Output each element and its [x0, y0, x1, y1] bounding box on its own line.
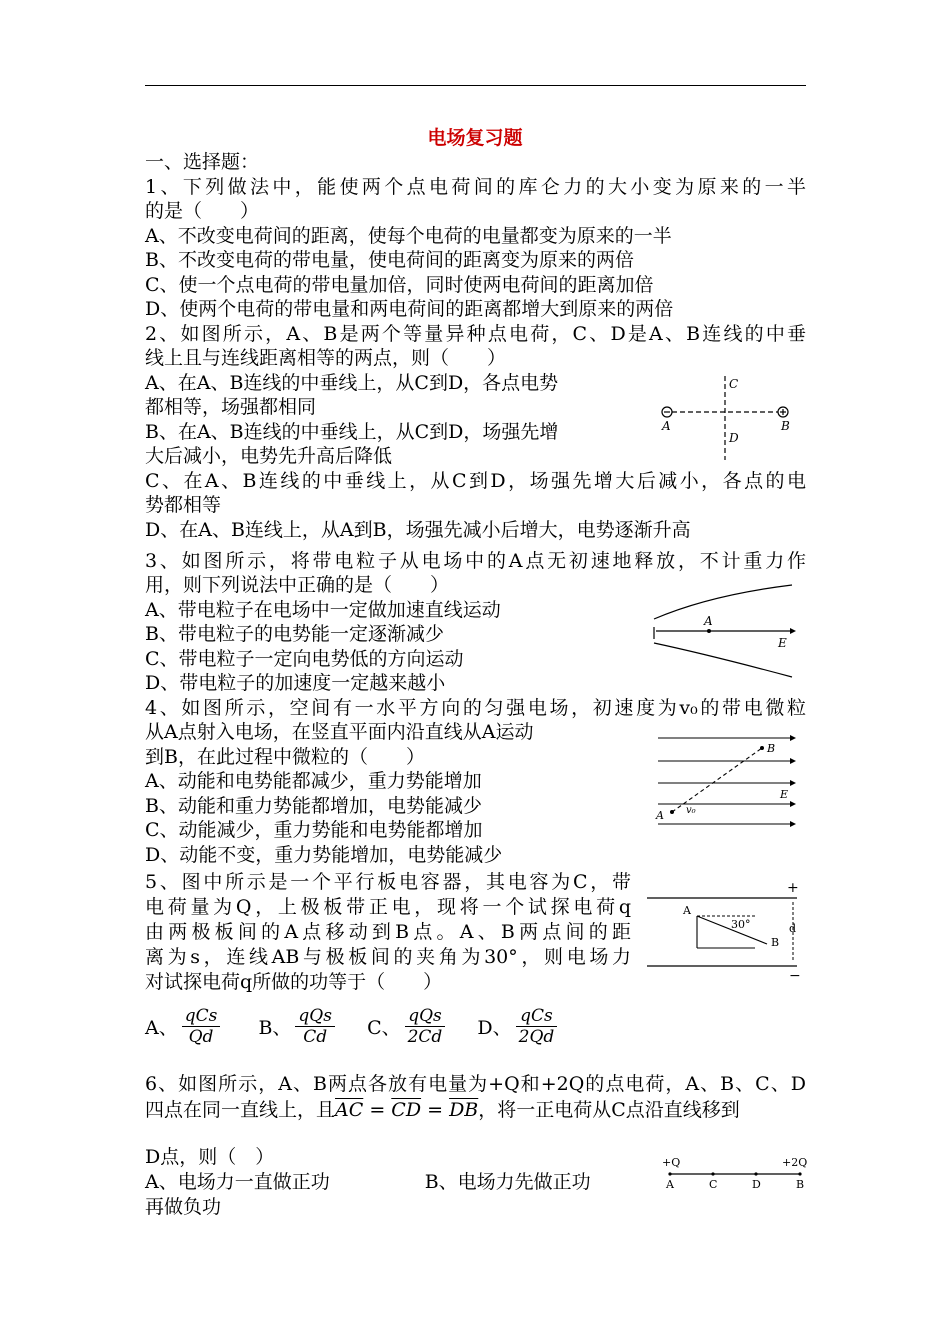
q6-eq2: =: [421, 1099, 450, 1121]
q2-option-b-line2: 大后减小，电势先升高后降低: [145, 445, 393, 467]
fig5-plus: +: [787, 880, 799, 896]
fig2-label-c: C: [729, 377, 739, 391]
q6-option-b-cont: 再做负功: [145, 1196, 222, 1218]
fig6-label-c: C: [709, 1178, 718, 1191]
fig4-label-a: A: [656, 809, 664, 822]
q2-option-d: D、在A、B连线上，从A到B，场强先减小后增大，电势逐渐升高: [145, 519, 691, 541]
q3-option-c: C、带电粒子一定向电势低的方向运动: [145, 648, 464, 670]
page-title: 电场复习题: [427, 127, 523, 149]
q5-option-c-num: qQs: [405, 1006, 446, 1027]
fig6-label-plusq: +Q: [662, 1156, 681, 1169]
q3-option-b: B、带电粒子的电势能一定逐渐减少: [145, 623, 444, 645]
fig2-label-a: A: [662, 419, 671, 433]
q5-stem-line1: 5、图中所示是一个平行板电容器，其电容为C，带: [145, 871, 631, 893]
q5-option-c-den: 2Cd: [407, 1027, 443, 1047]
fig5-minus: −: [789, 968, 801, 984]
q4-option-b: B、动能和重力势能都增加，电势能减少: [145, 795, 482, 817]
q5-option-c-label: C、: [367, 1017, 401, 1039]
q1-option-c: C、使一个点电荷的带电量加倍，同时使两电荷间的距离加倍: [145, 274, 654, 296]
fig5-label-b: B: [771, 936, 780, 949]
q4-option-c: C、动能减少，重力势能和电势能都增加: [145, 819, 483, 841]
q5-stem-line2: 电荷量为Q，上极板带正电，现将一个试探电荷q: [145, 896, 631, 918]
q2-figure: [650, 372, 800, 464]
q5-option-b-label: B、: [258, 1017, 292, 1039]
q5-option-a-num: qCs: [182, 1006, 221, 1027]
fig5-angle: 30°: [731, 918, 751, 931]
q5-option-a-fraction: [182, 1006, 221, 1047]
q4-stem-line1: 4、如图所示，空间有一水平方向的匀强电场，初速度为v₀的带电微粒: [145, 697, 806, 719]
q3-stem-line2: 用，则下列说法中正确的是（ ）: [145, 574, 450, 596]
fig3-label-e: E: [778, 636, 787, 650]
fig2-label-d: D: [729, 431, 739, 445]
q6-stem-line3: D点，则（ ）: [145, 1146, 275, 1168]
q6-segment-cd: $\overline{CD}$: [391, 1099, 422, 1121]
q6-line2-post: ，将一正电荷从C点沿直线移到: [478, 1099, 740, 1121]
q3-option-d: D、带电粒子的加速度一定越来越小: [145, 672, 446, 694]
fig2-label-b: B: [781, 419, 790, 433]
q4-option-d: D、动能不变，重力势能增加，电势能减少: [145, 844, 503, 866]
q5-stem-line3: 由两极板间的A点移动到B点。A、B两点间的距: [145, 921, 631, 943]
fig6-label-plus2q: +2Q: [782, 1156, 808, 1169]
q6-stem-line2: [145, 1098, 740, 1122]
q2-option-b-line1: B、在A、B连线的中垂线上，从C到D，场强先增: [145, 421, 559, 443]
q2-option-c-line1: C、在A、B连线的中垂线上，从C到D，场强先增大后减小，各点的电: [145, 470, 806, 492]
q5-option-b-fraction: [295, 1006, 335, 1047]
q1-option-b: B、不改变电荷的带电量，使电荷间的距离变为原来的两倍: [145, 249, 634, 271]
q6-eq1: =: [363, 1099, 392, 1121]
q6-figure: [660, 1152, 810, 1192]
q4-figure: [650, 728, 800, 828]
section-heading: 一、选择题：: [145, 151, 260, 173]
q5-option-b-den: Cd: [303, 1027, 328, 1047]
q2-stem-line1: 2、如图所示，A、B是两个等量异种点电荷，C、D是A、B连线的中垂: [145, 323, 806, 345]
q5-figure: [645, 878, 810, 984]
q2-option-a-line1: A、在A、B连线的中垂线上，从C到D，各点电势: [145, 372, 559, 394]
header-rule: [145, 85, 806, 86]
q4-stem-line3: 到B，在此过程中微粒的（ ）: [145, 746, 425, 768]
fig4-label-v0: v₀: [686, 805, 696, 816]
fig6-label-a: A: [666, 1178, 674, 1191]
q5-stem-line5: 对试探电荷q所做的功等于（ ）: [145, 971, 443, 993]
q3-figure: [650, 583, 800, 679]
q5-option-d-fraction: [516, 1006, 558, 1047]
fig4-label-b: B: [767, 742, 776, 755]
q3-option-a: A、带电粒子在电场中一定做加速直线运动: [145, 599, 501, 621]
q5-option-d-num: qCs: [516, 1006, 558, 1027]
fig3-label-a: A: [704, 614, 713, 628]
q5-option-a-label: A、: [145, 1017, 178, 1039]
q5-stem-line4: 离为s，连线AB与极板间的夹角为30°，则电场力: [145, 946, 631, 968]
q2-option-a-line2: 都相等，场强都相同: [145, 396, 317, 418]
q1-stem-line1: 1、下列做法中，能使两个点电荷间的库仑力的大小变为原来的一半: [145, 176, 806, 198]
q4-stem-line2: 从A点射入电场，在竖直平面内沿直线从A运动: [145, 721, 534, 743]
q5-option-a-den: Qd: [188, 1027, 214, 1047]
q5-option-d-den: 2Qd: [518, 1027, 555, 1047]
q5-option-c-fraction: [405, 1006, 446, 1047]
q2-option-c-line2: 势都相等: [145, 494, 222, 516]
q6-stem-line1: 6、如图所示，A、B两点各放有电量为+Q和+2Q的点电荷，A、B、C、D: [145, 1073, 806, 1095]
q1-stem-line2: 的是（ ）: [145, 200, 260, 222]
q1-option-d: D、使两个电荷的带电量和两电荷间的距离都增大到原来的两倍: [145, 298, 674, 320]
q6-line2-pre: 四点在同一直线上，且: [145, 1099, 336, 1121]
q5-option-d-label: D、: [477, 1017, 512, 1039]
q6-segment-ac: $\overline{AC}$: [335, 1099, 364, 1121]
q4-option-a: A、动能和电势能都减少，重力势能增加: [145, 770, 482, 792]
fig5-label-d: d: [789, 922, 797, 935]
fig6-label-d: D: [752, 1178, 761, 1191]
q6-segment-db: $\overline{DB}$: [449, 1099, 479, 1121]
fig4-label-e: E: [780, 788, 789, 801]
q6-options-ab: A、电场力一直做正功 B、电场力先做正功: [145, 1171, 591, 1193]
q5-option-b-num: qQs: [295, 1006, 335, 1027]
q2-stem-line2: 线上且与连线距离相等的两点，则（ ）: [145, 347, 507, 369]
q5-options: [145, 1006, 561, 1047]
q1-option-a: A、不改变电荷间的距离，使每个电荷的电量都变为原来的一半: [145, 225, 672, 247]
fig5-label-a: A: [683, 904, 691, 917]
q3-stem-line1: 3、如图所示，将带电粒子从电场中的A点无初速地释放，不计重力作: [145, 550, 806, 572]
fig6-label-b: B: [796, 1178, 805, 1191]
